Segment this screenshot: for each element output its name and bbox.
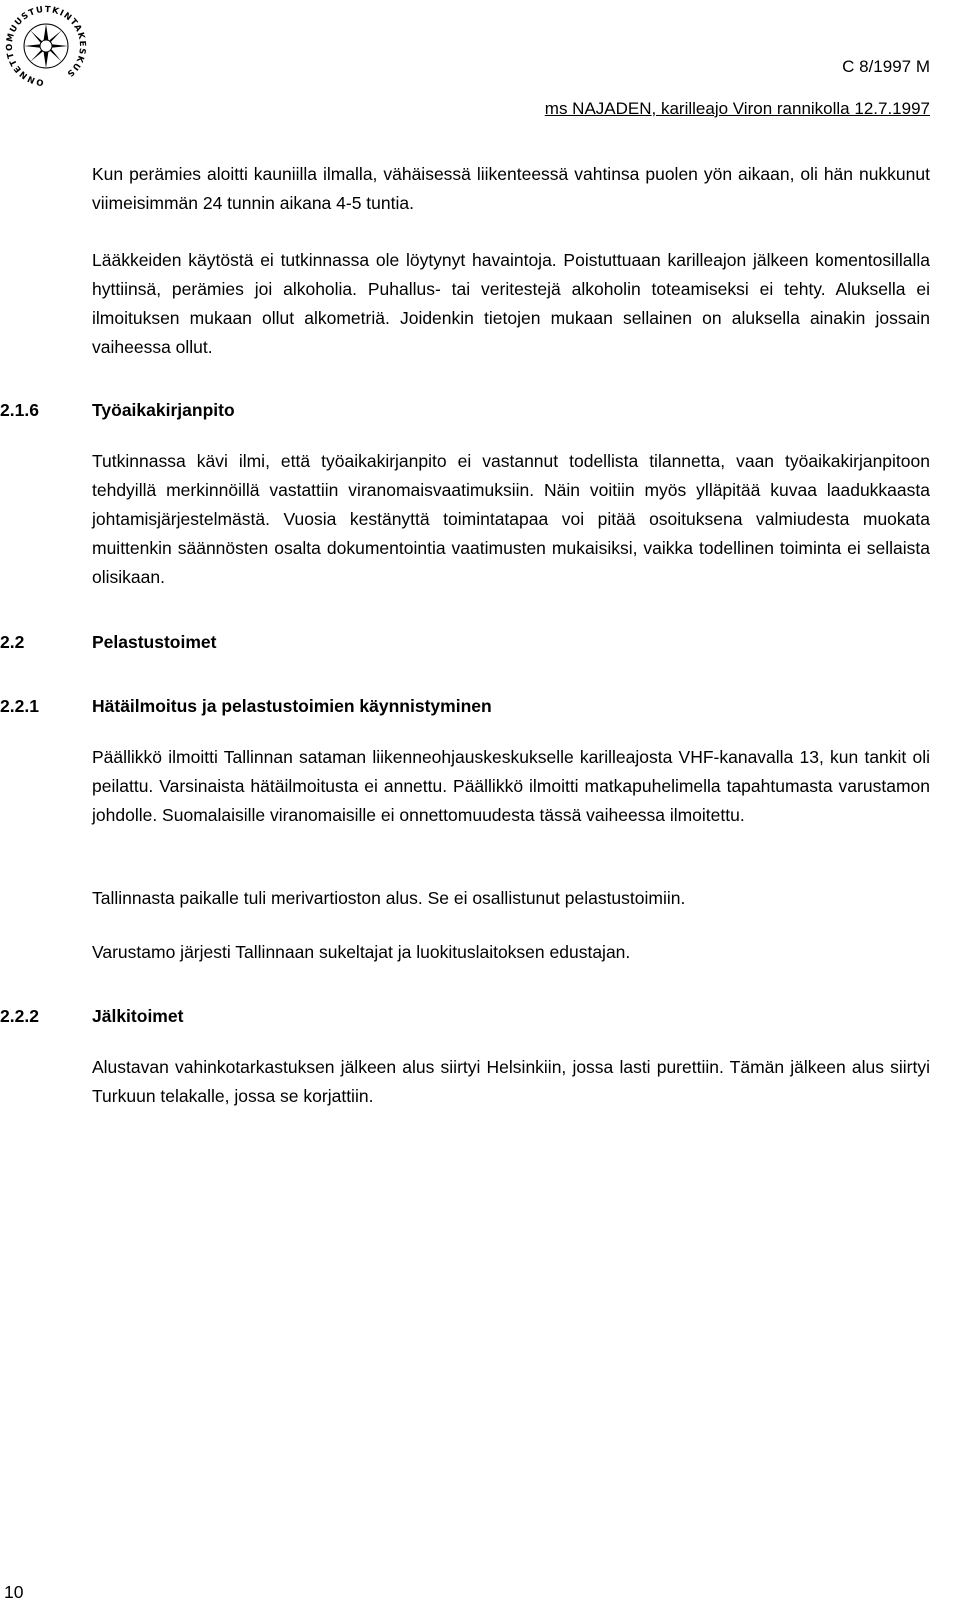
section-title: Pelastustoimet (92, 632, 217, 652)
document-code: C 8/1997 M (842, 57, 930, 76)
section-title: Jälkitoimet (92, 1006, 184, 1026)
paragraph-4: Päällikkö ilmoitti Tallinnan sataman liikenneohjauskeskukselle karilleajosta VHF-kanavalla 13, kun tankit oli peilattu. Varsinaista hätäilmoitusta ei annettu. Päällikkö ilmoitti matkapuhelimella tapahtumasta varustamon johdolle. Suomalaisille viranomaisille ei onnettomuudesta tässä vaiheessa ilmoitettu. (92, 747, 930, 825)
paragraph-5: Tallinnasta paikalle tuli merivartioston alus. Se ei osallistunut pelastustoimiin. (92, 888, 686, 908)
seal-logo-icon (0, 0, 92, 92)
page-number: 10 (4, 1582, 24, 1602)
section-number: 2.2.1 (0, 696, 39, 716)
section-title: Työaikakirjanpito (92, 400, 235, 420)
paragraph-6: Varustamo järjesti Tallinnaan sukeltajat ja luokituslaitoksen edustajan. (92, 942, 631, 962)
paragraph-1: Kun perämies aloitti kauniilla ilmalla, vähäisessä liikenteessä vahtinsa puolen yön aikaan, oli hän nukkunut viimeisimmän 24 tunnin aikana 4-5 tuntia. (92, 164, 930, 213)
document-title: ms NAJADEN, karilleajo Viron rannikolla 12.7.1997 (544, 99, 930, 118)
section-number: 2.2.2 (0, 1006, 39, 1026)
section-number: 2.1.6 (0, 400, 39, 420)
section-number: 2.2 (0, 632, 25, 652)
paragraph-3: Tutkinnassa kävi ilmi, että työaikakirjanpito ei vastannut todellista tilannetta, vaan työaikakirjanpitoon tehdyillä merkinnöillä vastattiin viranomaisvaatimuksiin. Näin voitiin myös ylläpitää kuvaa laadukkaasta johtamisjärjestelmästä. Vuosia kestänyttä toimintatapaa voi pitää osoituksena valmiudesta muokata muittenkin säännösten osalta dokumentointia vaatimusten mukaisiksi, vaikka todellinen toiminta ei sellaista olisikaan. (92, 451, 930, 587)
section-title: Hätäilmoitus ja pelastustoimien käynnistyminen (92, 696, 492, 716)
seal-text: ONNETTOMUUSTUTKINTAKESKUS (4, 4, 88, 88)
paragraph-2: Lääkkeiden käytöstä ei tutkinnassa ole löytynyt havaintoja. Poistuttuaan karilleajon jälkeen komentosillalla hyttiinsä, perämies joi alkoholia. Puhallus- tai veritestejä alkoholin toteamiseksi ei tehty. Aluksella ei ilmoituksen mukaan ollut alkometriä. Joidenkin tietojen mukaan sellainen on aluksella ainakin jossain vaiheessa ollut. (92, 250, 930, 357)
paragraph-7: Alustavan vahinkotarkastuksen jälkeen alus siirtyi Helsinkiin, jossa lasti purettiin. Tämän jälkeen alus siirtyi Turkuun telakalle, jossa se korjattiin. (92, 1057, 930, 1106)
